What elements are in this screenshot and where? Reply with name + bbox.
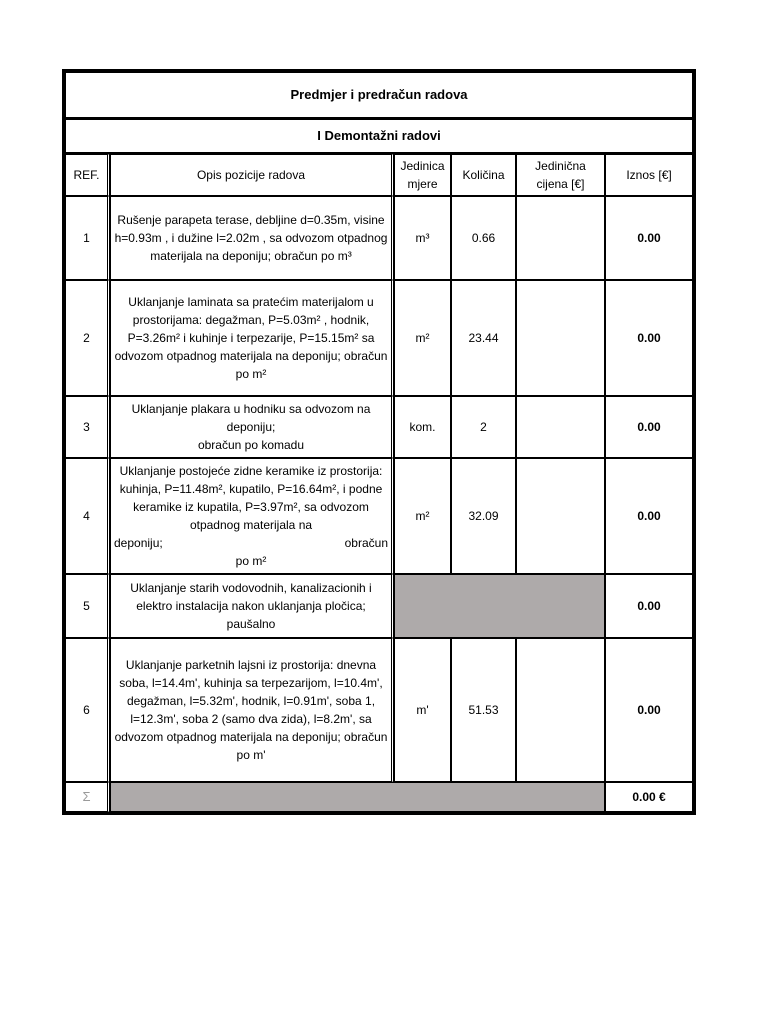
- section-title: I Demontažni radovi: [65, 119, 693, 154]
- total-amount: 0.00 €: [605, 782, 693, 812]
- title-row: [65, 72, 693, 119]
- row-description: Uklanjanje laminata sa pratećim materijalom u prostorijama: degažman, P=5.03m² , hodnik, P=3.26m² i kuhinje i terpezarije, P=15.15m² sa odvozom otpadnog materijala na deponiju; obračun po m²: [110, 280, 394, 396]
- row-quantity: 2: [451, 396, 516, 458]
- row-unit-price: [516, 396, 605, 458]
- row-unit-price: [516, 458, 605, 574]
- total-row: [65, 782, 693, 812]
- row-unit-price: [516, 196, 605, 280]
- section-row: [65, 119, 693, 154]
- row-description: Uklanjanje starih vodovodnih, kanalizacionih i elektro instalacija nakon uklanjanja pločica; paušalno: [110, 574, 394, 638]
- row-amount: 0.00: [605, 196, 693, 280]
- row-description-line: obračun po komadu: [197, 438, 305, 452]
- row-unit-price: [516, 638, 605, 782]
- row-unit: m²: [394, 458, 451, 574]
- row-quantity: 0.66: [451, 196, 516, 280]
- header-kolicina: Količina: [451, 154, 516, 196]
- row-ref: 2: [65, 280, 110, 396]
- row-amount: 0.00: [605, 280, 693, 396]
- row-ref: 5: [65, 574, 110, 638]
- row-quantity: 51.53: [451, 638, 516, 782]
- header-iznos: Iznos [€]: [605, 154, 693, 196]
- sum-symbol: Σ: [65, 782, 110, 812]
- row-description-line: Uklanjanje postojeće zidne keramike iz prostorija: kuhinja, P=11.48m², kupatilo, P=16.64m², i podne keramike iz kupatila, P=3.97m², sa odvozom otpadnog materijala na: [119, 464, 383, 532]
- row-description-line: deponiju; obračun: [114, 536, 388, 550]
- header-cijena: Jedinična cijena [€]: [516, 154, 605, 196]
- document-title: Predmjer i predračun radova: [65, 72, 693, 119]
- header-opis: Opis pozicije radova: [110, 154, 394, 196]
- row-ref: 6: [65, 638, 110, 782]
- row-unit: m²: [394, 280, 451, 396]
- table-row: [65, 638, 693, 782]
- header-ref: REF.: [65, 154, 110, 196]
- header-row: [65, 154, 693, 196]
- header-jedinica: Jedinica mjere: [394, 154, 451, 196]
- row-unit: m': [394, 638, 451, 782]
- row-amount: 0.00: [605, 396, 693, 458]
- row-quantity: 32.09: [451, 458, 516, 574]
- row-ref: 1: [65, 196, 110, 280]
- table-row: [65, 280, 693, 396]
- row-description: Rušenje parapeta terase, debljine d=0.35m, visine h=0.93m , i dužine l=2.02m , sa odvozom otpadnog materijala na deponiju; obračun po m³: [110, 196, 394, 280]
- shaded-cell: [394, 574, 605, 638]
- table-row: [65, 196, 693, 280]
- row-amount: 0.00: [605, 638, 693, 782]
- bill-of-quantities-sheet: [62, 69, 690, 815]
- row-description-line: po m²: [235, 554, 267, 568]
- row-description: [110, 458, 394, 574]
- row-description-line: Uklanjanje plakara u hodniku sa odvozom na deponiju;: [131, 402, 371, 434]
- row-quantity: 23.44: [451, 280, 516, 396]
- row-amount: 0.00: [605, 458, 693, 574]
- table-row: [65, 458, 693, 574]
- row-ref: 4: [65, 458, 110, 574]
- table-row: [65, 396, 693, 458]
- row-amount: 0.00: [605, 574, 693, 638]
- row-ref: 3: [65, 396, 110, 458]
- row-unit: kom.: [394, 396, 451, 458]
- row-unit-price: [516, 280, 605, 396]
- shaded-cell: [110, 782, 605, 812]
- row-unit: m³: [394, 196, 451, 280]
- bill-of-quantities-table: [62, 69, 696, 815]
- row-description: Uklanjanje parketnih lajsni iz prostorija: dnevna soba, l=14.4m', kuhinja sa terpezarijom, l=10.4m', degažman, l=5.32m', hodnik, l=0.91m', soba 1, l=12.3m', soba 2 (samo dva zida), l=8.2m', sa odvozom otpadnog materijala na deponiju; obračun po m': [110, 638, 394, 782]
- table-row: [65, 574, 693, 638]
- row-description: [110, 396, 394, 458]
